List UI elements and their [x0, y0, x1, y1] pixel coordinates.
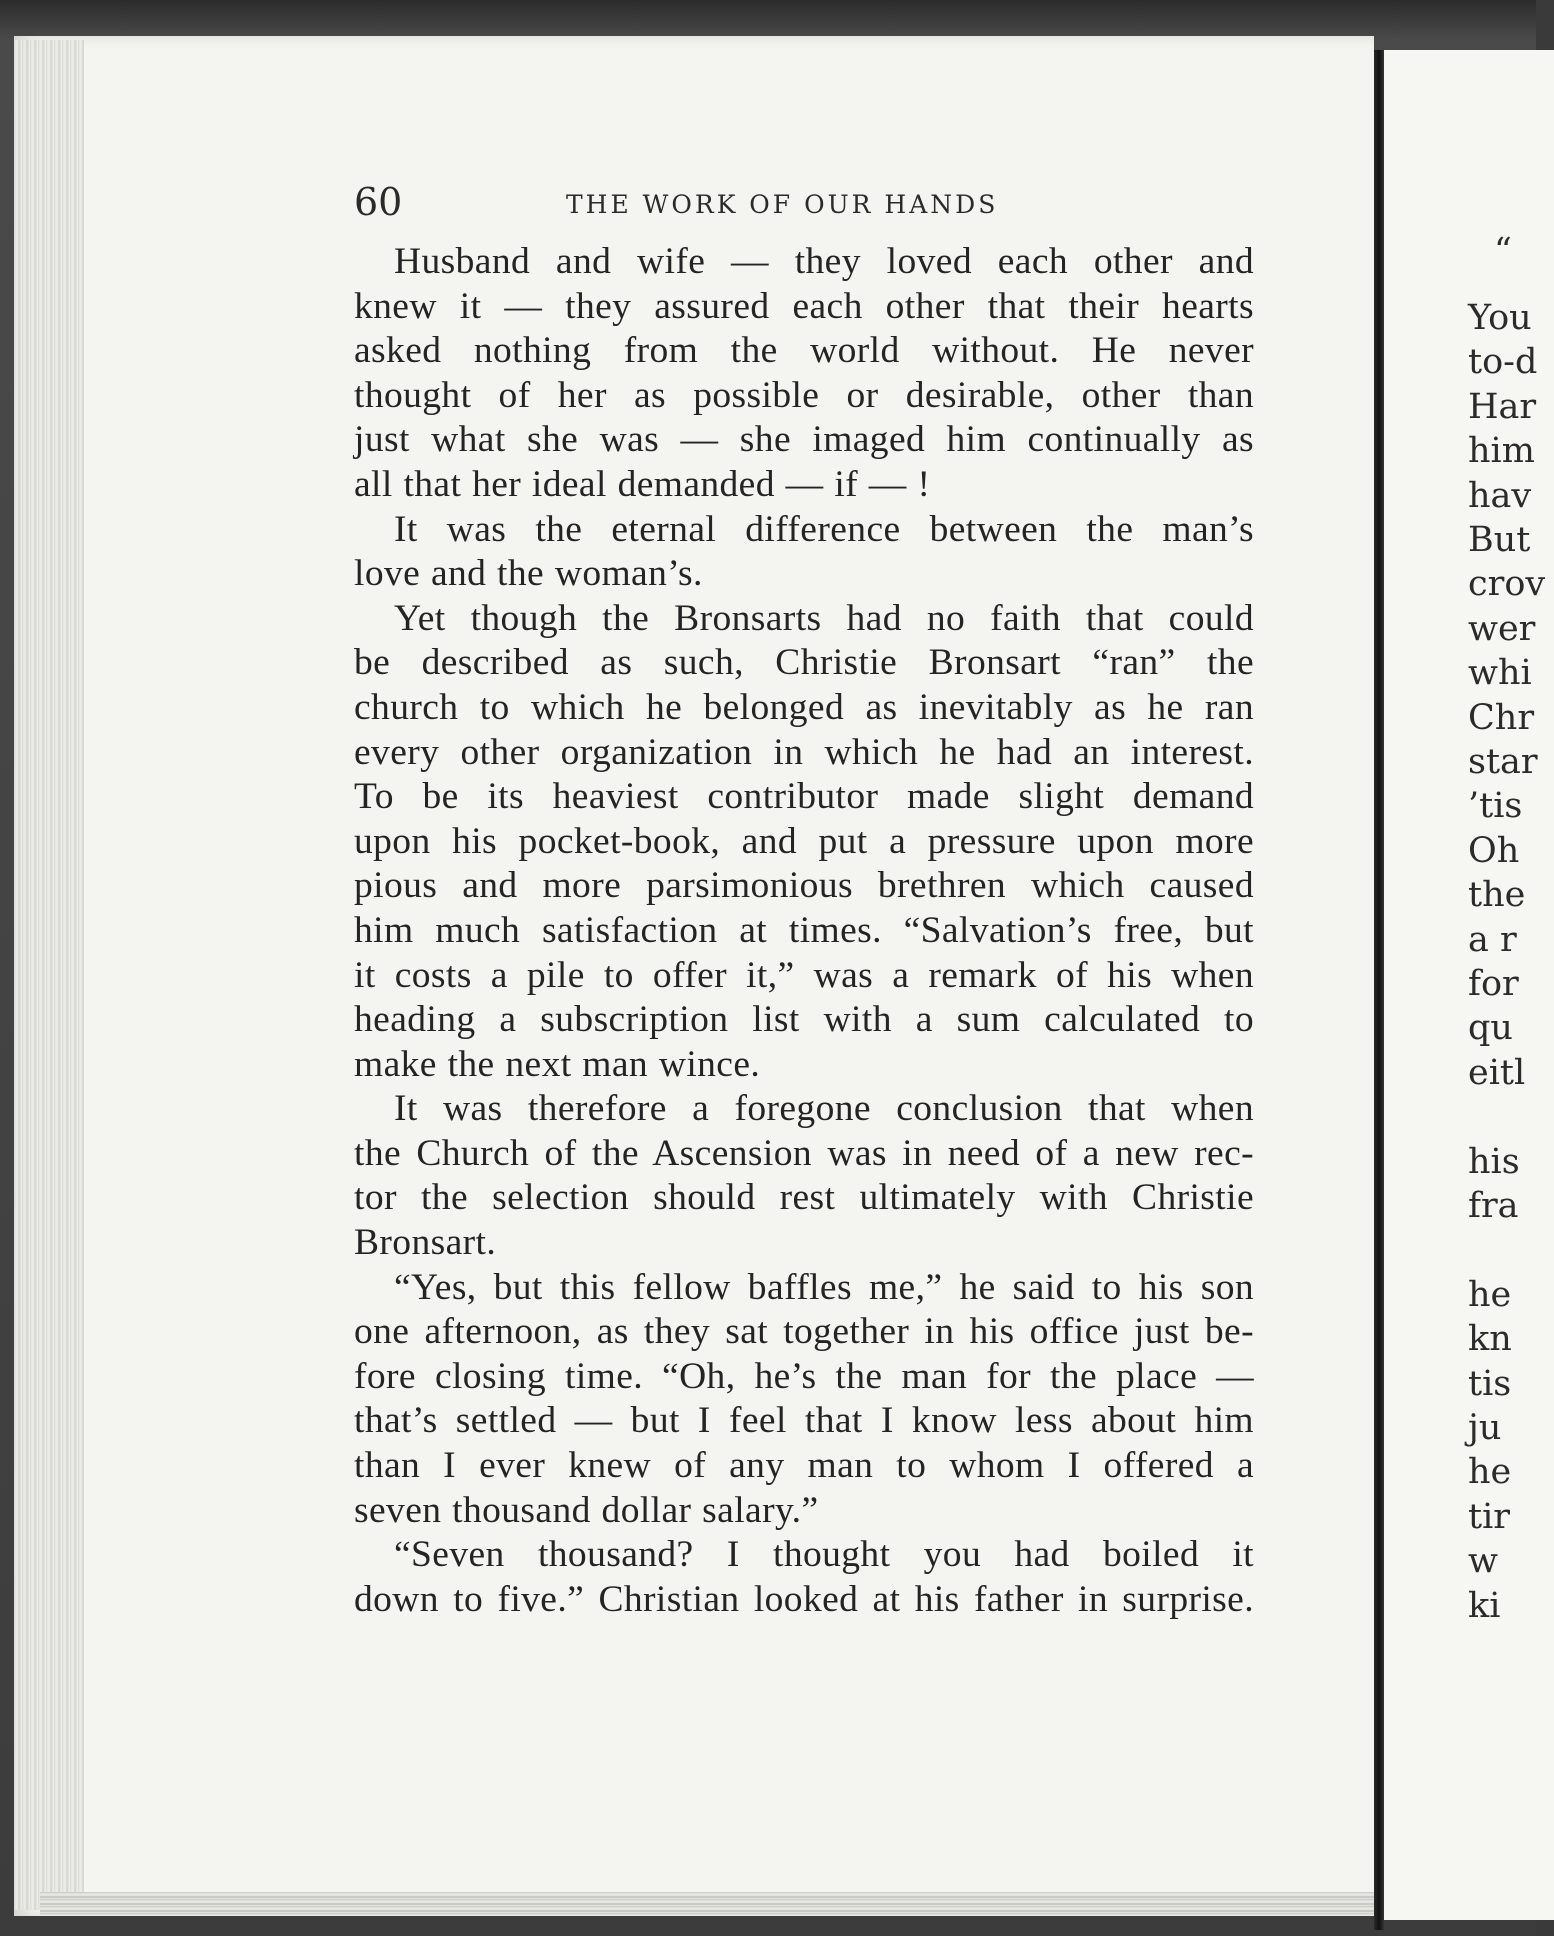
text-line: him much satisfaction at times. “Salvation’s free, but — [354, 909, 1254, 951]
facing-page-fragment: ’tis — [1468, 786, 1523, 827]
text-line: Bronsart. — [354, 1222, 497, 1264]
text-line: “Yes, but this fellow baffles me,” he said to his son — [394, 1266, 1254, 1308]
text-line: every other organization in which he had an interest. — [354, 731, 1254, 773]
text-line: one afternoon, as they sat together in his office just be- — [354, 1311, 1254, 1353]
facing-page-fragment: hav — [1468, 475, 1532, 516]
page-number: 60 — [354, 180, 403, 224]
facing-page-fragment: wer — [1468, 608, 1536, 649]
text-line: It was therefore a foregone conclusion that when — [394, 1088, 1254, 1130]
facing-page-fragment: a r — [1468, 919, 1517, 960]
text-line: knew it — they assured each other that their hearts — [354, 285, 1254, 327]
facing-page-fragment: ju — [1468, 1408, 1502, 1448]
text-line: down to five.” Christian looked at his father in surprise. — [354, 1578, 1254, 1620]
facing-page-fragment: tis — [1468, 1363, 1512, 1404]
running-title: THE WORK OF OUR HANDS — [566, 190, 999, 219]
text-line: just what she was — she imaged him continually as — [354, 419, 1254, 461]
facing-page-fragment: whi — [1468, 653, 1532, 694]
text-line: thought of her as possible or desirable, other than — [354, 374, 1254, 416]
facing-page-fragment: ki — [1468, 1585, 1501, 1626]
facing-page-fragment: Chr — [1468, 697, 1535, 738]
text-line: It was the eternal difference between the man’s — [394, 508, 1254, 550]
facing-page-fragment: But — [1468, 520, 1531, 560]
text-line: the Church of the Ascension was in need of a new rec- — [354, 1132, 1254, 1174]
book-gutter — [1374, 50, 1384, 1930]
facing-page-fragment: w — [1468, 1541, 1498, 1582]
facing-page-fragment: him — [1468, 431, 1535, 472]
facing-page-fragment: Har — [1468, 386, 1537, 427]
page-edges — [14, 40, 84, 1910]
facing-page-fragment: kn — [1468, 1319, 1512, 1360]
facing-page-fragment: “ — [1494, 231, 1512, 271]
text-line: all that her ideal demanded — if — ! — [354, 463, 931, 505]
text-line: “Seven thousand? I thought you had boiled it — [394, 1534, 1254, 1576]
text-line: To be its heaviest contributor made slight demand — [354, 776, 1254, 818]
text-line: it costs a pile to offer it,” was a remark of his when — [354, 954, 1254, 996]
facing-page-fragment: his — [1468, 1141, 1520, 1182]
facing-page-fragment: crov — [1468, 564, 1546, 605]
text-line: Yet though the Bronsarts had no faith that could — [394, 597, 1254, 639]
text-line: seven thousand dollar salary.” — [354, 1489, 819, 1531]
text-line: be described as such, Christie Bronsart “ran” the — [354, 642, 1254, 684]
facing-page-fragment: star — [1468, 742, 1538, 782]
facing-page-fragment: fra — [1468, 1186, 1519, 1226]
running-head — [354, 180, 1254, 224]
facing-page-fragment: tir — [1468, 1496, 1510, 1537]
facing-page-fragment: the — [1468, 875, 1526, 916]
text-line: fore closing time. “Oh, he’s the man for the place — — [354, 1355, 1254, 1397]
text-line: upon his pocket-book, and put a pressure upon more — [354, 820, 1254, 862]
text-line: make the next man wince. — [354, 1043, 761, 1085]
bottom-page-edges — [40, 1892, 1380, 1916]
text-line: than I ever knew of any man to whom I offered a — [354, 1445, 1254, 1487]
text-line: tor the selection should rest ultimately with Christie — [354, 1177, 1254, 1219]
facing-page-fragment: for — [1468, 964, 1519, 1004]
facing-page-fragment: Oh — [1468, 830, 1520, 871]
facing-page-fragment: he — [1468, 1274, 1512, 1315]
text-line: church to which he belonged as inevitably as he ran — [354, 686, 1254, 728]
facing-page-fragment: to-d — [1468, 342, 1538, 383]
text-line: heading a subscription list with a sum calculated to — [354, 999, 1254, 1041]
facing-page-fragment: eitl — [1468, 1052, 1526, 1093]
facing-page-fragment: You — [1468, 298, 1532, 338]
body-text — [354, 240, 1254, 1622]
facing-page-fragment: he — [1468, 1452, 1512, 1493]
facing-page-fragment: qu — [1468, 1008, 1513, 1049]
text-line: Husband and wife — they loved each other and — [394, 241, 1254, 282]
text-line: love and the woman’s. — [354, 553, 703, 595]
text-line: asked nothing from the world without. He never — [354, 330, 1254, 372]
text-line: that’s settled — but I feel that I know less about him — [354, 1400, 1254, 1442]
text-line: pious and more parsimonious brethren which caused — [354, 865, 1254, 907]
